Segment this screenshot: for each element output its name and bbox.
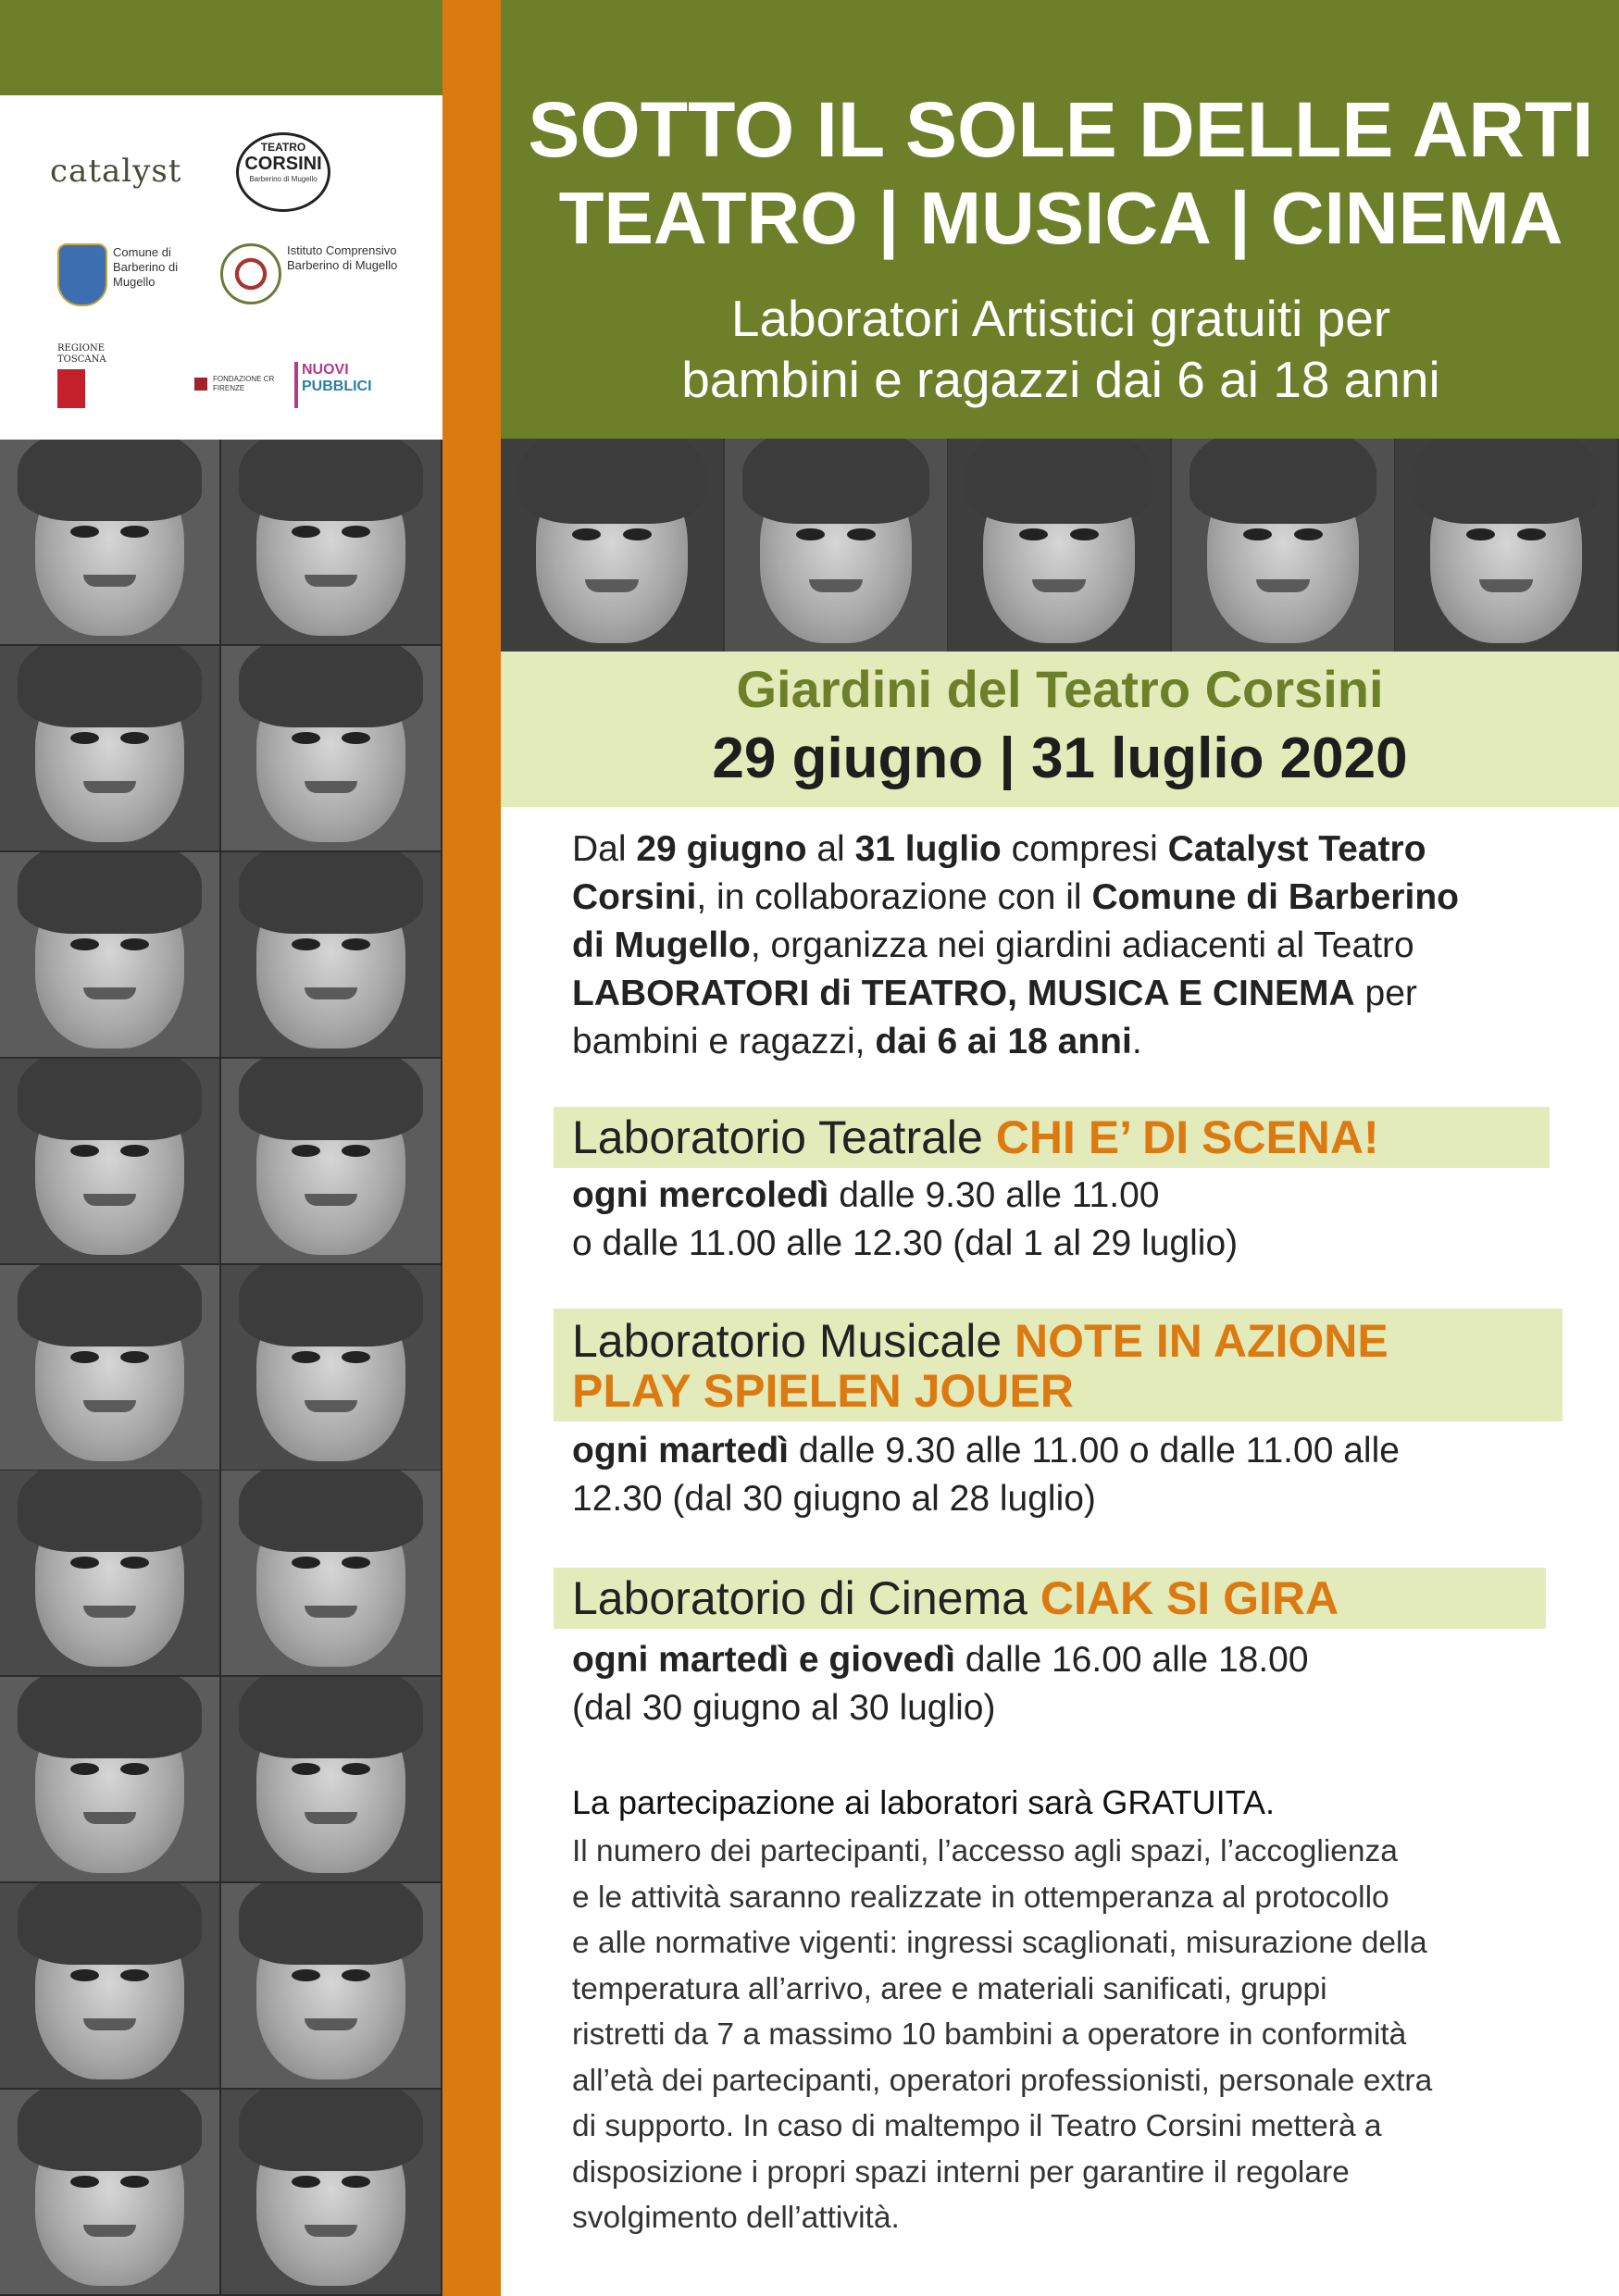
- workshop-label: Laboratorio Teatrale: [572, 1111, 996, 1163]
- workshop-cinema-schedule: [572, 1636, 1600, 1732]
- child-portrait-photo: [221, 1677, 441, 1881]
- orange-vertical-bar: [442, 0, 501, 2296]
- schedule-time: dalle 9.30 alle 11.00 o dalle 11.00 alle: [789, 1431, 1400, 1471]
- teatro-corsini-logo: [236, 132, 330, 212]
- child-portrait-photo: [221, 1471, 441, 1675]
- safety-note-line: temperatura all’arrivo, aree e materiali sanificati, gruppi: [572, 1971, 1327, 2006]
- schedule-line-1: [572, 1172, 1600, 1220]
- intro-bold: 31 luglio: [854, 829, 1002, 869]
- intro-line-4: [572, 970, 1600, 1018]
- disciplines-title: TEATRO | MUSICA | CINEMA: [558, 177, 1563, 259]
- schedule-line-1: [572, 1636, 1600, 1684]
- intro-line-3: [572, 922, 1600, 970]
- intro-text: compresi: [1001, 829, 1168, 869]
- child-portrait-photo: [0, 1883, 219, 2088]
- workshop-cinema-heading: [554, 1568, 1546, 1629]
- regione-toscana-label: REGIONE TOSCANA: [57, 343, 106, 365]
- intro-text: , in collaborazione con il: [696, 877, 1092, 917]
- safety-note-line: e le attività saranno realizzate in ottemperanza al protocollo: [572, 1880, 1389, 1915]
- workshop-label: Laboratorio di Cinema: [572, 1572, 1040, 1624]
- catalyst-logo: catalyst: [50, 153, 182, 190]
- left-photo-grid: [0, 440, 442, 2296]
- intro-text: bambini e ragazzi,: [572, 1022, 876, 1061]
- child-portrait-photo: [501, 439, 723, 652]
- workshop-music-schedule: [572, 1427, 1600, 1523]
- intro-text: Dal: [572, 829, 637, 869]
- intro-bold: Catalyst Teatro: [1167, 829, 1426, 869]
- child-portrait-photo: [221, 1883, 441, 2088]
- intro-line-1: [572, 825, 1600, 874]
- venue-title: Giardini del Teatro Corsini: [736, 660, 1384, 718]
- schedule-line-2: o dalle 11.00 alle 12.30 (dal 1 al 29 luglio): [572, 1223, 1239, 1263]
- child-portrait-photo: [725, 439, 947, 652]
- safety-note-line: disposizione i propri spazi interni per garantire il regolare: [572, 2154, 1350, 2190]
- intro-text: per: [1354, 974, 1417, 1013]
- corsini-main-label: CORSINI: [244, 154, 322, 174]
- intro-text: .: [1131, 1022, 1142, 1061]
- regione-toscana-flag-icon: [57, 369, 85, 408]
- schedule-line-2: 12.30 (dal 30 giugno al 28 luglio): [572, 1479, 1096, 1519]
- child-portrait-photo: [221, 2090, 441, 2294]
- schedule-day: ogni martedì: [572, 1431, 790, 1471]
- corsini-bottom-label: Barberino di Mugello: [249, 175, 318, 183]
- schedule-line-1: [572, 1427, 1600, 1475]
- intro-bold: di Mugello: [572, 925, 751, 965]
- istituto-logo-text: Istituto Comprensivo Barberino di Mugello: [287, 243, 398, 272]
- top-left-strip: [0, 0, 442, 95]
- child-portrait-photo: [221, 440, 441, 644]
- intro-bold: Comune di Barberino: [1091, 877, 1459, 917]
- workshop-music-heading-line1: [572, 1316, 1563, 1366]
- workshop-name-line2: PLAY SPIELEN JOUER: [572, 1365, 1074, 1417]
- workshop-name: NOTE IN AZIONE: [1015, 1315, 1389, 1367]
- workshop-name: CIAK SI GIRA: [1040, 1572, 1339, 1624]
- child-portrait-photo: [948, 439, 1170, 652]
- safety-note-line: di supporto. In caso di maltempo il Teatro Corsini metterà a: [572, 2109, 1382, 2143]
- safety-note-line: svolgimento dell’attività.: [572, 2201, 900, 2235]
- schedule-day: ogni martedì e giovedì: [572, 1640, 955, 1680]
- intro-line-2: [572, 874, 1600, 922]
- schedule-day: ogni mercoledì: [572, 1175, 829, 1215]
- comune-logo-text: Comune di Barberino di Mugello: [113, 245, 179, 289]
- intro-bold: dai 6 ai 18 anni: [875, 1022, 1132, 1061]
- safety-note-line: all’età dei partecipanti, operatori professionisti, personale extra: [572, 2063, 1433, 2098]
- child-portrait-photo: [0, 440, 219, 644]
- event-dates: 29 giugno | 31 luglio 2020: [712, 726, 1408, 790]
- nuovi-label: NUOVI: [302, 362, 349, 378]
- schedule-time: dalle 16.00 alle 18.00: [954, 1640, 1309, 1680]
- child-portrait-photo: [221, 1059, 441, 1263]
- child-portrait-photo: [1172, 439, 1394, 652]
- child-portrait-photo: [0, 2090, 219, 2294]
- participation-note: La partecipazione ai laboratori sarà GRATUITA.: [572, 1783, 1276, 1821]
- workshop-label: Laboratorio Musicale: [572, 1315, 1015, 1367]
- intro-bold: 29 giugno: [636, 829, 807, 869]
- nuovi-pubblici-logo: [294, 362, 409, 408]
- main-title: SOTTO IL SOLE DELLE ARTI: [528, 86, 1594, 173]
- intro-bold: Corsini: [572, 877, 697, 917]
- intro-line-5: [572, 1018, 1600, 1066]
- safety-notes: [572, 1829, 1609, 2241]
- child-portrait-photo: [0, 1471, 219, 1675]
- workshop-name: CHI E’ DI SCENA!: [995, 1111, 1379, 1163]
- fondazione-cr-label: FONDAZIONE CR FIRENZE: [213, 375, 275, 392]
- child-portrait-photo: [0, 1059, 219, 1263]
- intro-text: , organizza nei giardini adiacenti al Teatro: [750, 925, 1414, 965]
- intro-paragraph: [572, 825, 1600, 1066]
- comune-crest-icon: [57, 243, 107, 306]
- child-portrait-photo: [0, 1265, 219, 1470]
- child-portrait-photo: [0, 646, 219, 850]
- schedule-time: dalle 9.30 alle 11.00: [828, 1175, 1160, 1215]
- workshop-theatre-heading: [554, 1107, 1550, 1168]
- child-portrait-photo: [221, 646, 441, 850]
- child-portrait-photo: [1395, 439, 1617, 652]
- child-portrait-photo: [221, 1265, 441, 1470]
- subtitle-line1: Laboratori Artistici gratuiti per: [730, 290, 1391, 347]
- pubblici-label: PUBBLICI: [302, 379, 372, 394]
- schedule-line-2: (dal 30 giugno al 30 luglio): [572, 1688, 996, 1728]
- safety-note-line: Il numero dei partecipanti, l’accesso agli spazi, l’accoglienza: [572, 1834, 1398, 1868]
- logos-panel: [0, 95, 442, 440]
- corsini-top-label: TEATRO: [260, 141, 306, 154]
- intro-bold: LABORATORI di TEATRO, MUSICA E CINEMA: [572, 974, 1355, 1013]
- child-portrait-photo: [221, 852, 441, 1057]
- top-photo-row: [501, 439, 1619, 652]
- intro-text: al: [806, 829, 855, 869]
- workshop-theatre-schedule: [572, 1172, 1600, 1268]
- workshop-music-heading: [554, 1309, 1563, 1421]
- italian-republic-emblem-icon: [220, 243, 281, 304]
- child-portrait-photo: [0, 852, 219, 1057]
- safety-note-line: e alle normative vigenti: ingressi scaglionati, misurazione della: [572, 1926, 1427, 1960]
- safety-note-line: ristretti da 7 a massimo 10 bambini a operatore in conformità: [572, 2017, 1407, 2052]
- subtitle-line2: bambini e ragazzi dai 6 ai 18 anni: [681, 351, 1440, 408]
- child-portrait-photo: [0, 1677, 219, 1881]
- fondazione-cr-icon: [194, 378, 207, 391]
